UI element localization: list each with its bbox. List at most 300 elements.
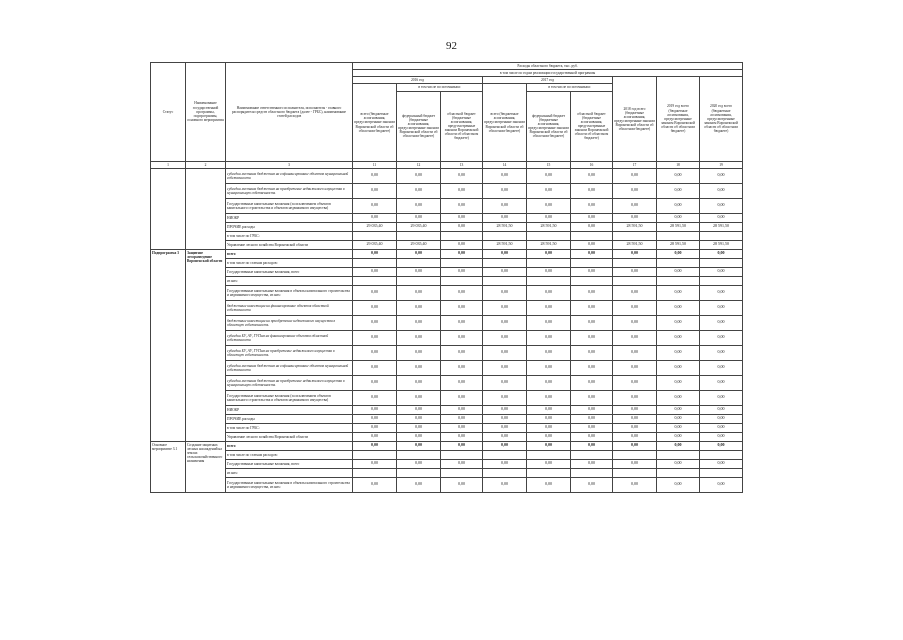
value-cell: 0,00 — [700, 300, 743, 315]
table-row — [151, 450, 743, 459]
value-cell: 0,00 — [353, 414, 397, 423]
table-row — [151, 432, 743, 441]
value-cell: 0,00 — [483, 300, 527, 315]
value-cell: 0,00 — [571, 249, 613, 258]
value-cell: 0,00 — [483, 213, 527, 222]
table-row — [151, 258, 743, 267]
value-cell: 0,00 — [397, 405, 441, 414]
row-label: в том числе по статьям расходов: — [226, 450, 353, 459]
value-cell: 0,00 — [527, 315, 571, 330]
value-cell: 0,00 — [571, 330, 613, 345]
value-cell — [571, 258, 613, 267]
value-cell: 0,00 — [613, 414, 657, 423]
column-number: 17 — [613, 161, 657, 168]
value-cell: 0,00 — [353, 168, 397, 183]
value-cell: 0,00 — [353, 330, 397, 345]
value-cell: 0,00 — [397, 183, 441, 198]
column-number-row — [151, 161, 743, 168]
row-label: бюджетные инвестиции на финансирование объектов областной собственности — [226, 300, 353, 315]
value-cell — [441, 276, 483, 285]
value-cell: 0,00 — [441, 330, 483, 345]
value-cell: 0,00 — [571, 315, 613, 330]
value-cell: 0,00 — [397, 315, 441, 330]
value-cell: 28 591,50 — [613, 240, 657, 249]
name-cell: Создание защитных лесных насаждений на землях сельскохозяйственного назначения — [186, 441, 226, 492]
header-2017-federal: федеральный бюджет (бюджетные ассигнования, предусмотренные законом Воронежской области об областном бюджете) — [527, 91, 571, 161]
value-cell: 0,00 — [527, 477, 571, 492]
value-cell: 0,00 — [397, 300, 441, 315]
value-cell: 0,00 — [397, 249, 441, 258]
table-row — [151, 300, 743, 315]
row-label: Государственные капитальные вложения, всего — [226, 267, 353, 276]
row-label: субсидии местным бюджетам на приобретение недвижимого имущества в муниципальную собственность — [226, 183, 353, 198]
table-row — [151, 276, 743, 285]
value-cell: 0,00 — [397, 432, 441, 441]
value-cell: 29 035,40 — [353, 240, 397, 249]
value-cell: 0,00 — [353, 285, 397, 300]
row-label: субсидии БУ, АУ, ГУПам на приобретение недвижимого имущества в областную собственность — [226, 345, 353, 360]
table-row — [151, 468, 743, 477]
value-cell: 0,00 — [657, 249, 700, 258]
column-number: 3 — [226, 161, 353, 168]
value-cell: 0,00 — [397, 168, 441, 183]
value-cell: 0,00 — [441, 405, 483, 414]
row-label: всего — [226, 249, 353, 258]
value-cell: 0,00 — [657, 432, 700, 441]
value-cell — [397, 258, 441, 267]
value-cell: 0,00 — [441, 423, 483, 432]
value-cell: 29 035,40 — [397, 222, 441, 231]
column-number: 11 — [353, 161, 397, 168]
value-cell: 0,00 — [613, 213, 657, 222]
value-cell — [613, 450, 657, 459]
value-cell — [700, 450, 743, 459]
value-cell: 0,00 — [700, 345, 743, 360]
value-cell: 0,00 — [613, 423, 657, 432]
value-cell: 0,00 — [397, 267, 441, 276]
value-cell: 28 591,50 — [527, 240, 571, 249]
value-cell — [397, 450, 441, 459]
value-cell: 0,00 — [613, 249, 657, 258]
column-number: 2 — [186, 161, 226, 168]
table-row — [151, 213, 743, 222]
value-cell: 0,00 — [700, 375, 743, 390]
value-cell: 0,00 — [441, 315, 483, 330]
table-row — [151, 315, 743, 330]
value-cell — [613, 276, 657, 285]
value-cell — [571, 231, 613, 240]
value-cell: 0,00 — [353, 423, 397, 432]
status-cell: Основное мероприятие 3.1 — [151, 441, 186, 492]
value-cell: 0,00 — [527, 360, 571, 375]
value-cell — [700, 231, 743, 240]
value-cell: 0,00 — [657, 360, 700, 375]
value-cell: 0,00 — [700, 414, 743, 423]
value-cell: 0,00 — [571, 390, 613, 405]
value-cell — [657, 258, 700, 267]
value-cell: 0,00 — [700, 477, 743, 492]
value-cell: 0,00 — [353, 360, 397, 375]
value-cell: 0,00 — [527, 267, 571, 276]
value-cell: 0,00 — [700, 360, 743, 375]
value-cell: 29 035,40 — [353, 222, 397, 231]
value-cell — [527, 468, 571, 477]
value-cell: 0,00 — [700, 315, 743, 330]
row-label: Государственные капитальные вложения в объекты капитального строительства и недвижимого имущества, из них: — [226, 477, 353, 492]
value-cell: 0,00 — [700, 432, 743, 441]
value-cell — [657, 231, 700, 240]
value-cell — [353, 258, 397, 267]
column-number: 12 — [397, 161, 441, 168]
value-cell: 0,00 — [441, 441, 483, 450]
value-cell: 0,00 — [483, 477, 527, 492]
header-2019: 2019 год всего (бюджетные ассигнования, предусмотренные законом Воронежской области об областном бюджете) — [657, 77, 700, 161]
value-cell: 0,00 — [397, 441, 441, 450]
table-row — [151, 414, 743, 423]
value-cell: 0,00 — [483, 414, 527, 423]
value-cell: 0,00 — [483, 441, 527, 450]
value-cell: 0,00 — [441, 213, 483, 222]
row-label: субсидии БУ, АУ, ГУПам на финансирование объектов областной собственности — [226, 330, 353, 345]
table-row — [151, 240, 743, 249]
header-name: Наименование государственной программы, подпрограммы, основного мероприятия — [186, 63, 226, 162]
value-cell: 0,00 — [483, 315, 527, 330]
value-cell: 0,00 — [571, 183, 613, 198]
table-body — [151, 168, 743, 492]
row-label: из них: — [226, 276, 353, 285]
value-cell — [657, 450, 700, 459]
value-cell — [571, 468, 613, 477]
value-cell: 0,00 — [571, 300, 613, 315]
header-by-years: в том числе по годам реализации государственной программы — [353, 70, 743, 77]
status-cell-empty — [151, 168, 186, 249]
table-row — [151, 330, 743, 345]
value-cell — [527, 450, 571, 459]
value-cell: 0,00 — [353, 405, 397, 414]
row-label: Государственные капитальные вложения (за исключением объектов капитального строительства и объектов недвижимого имущества) — [226, 390, 353, 405]
header-2016-incl: в том числе по источникам: — [397, 84, 483, 91]
value-cell: 0,00 — [353, 198, 397, 213]
value-cell: 0,00 — [483, 459, 527, 468]
value-cell: 0,00 — [613, 315, 657, 330]
value-cell — [483, 468, 527, 477]
value-cell: 0,00 — [483, 390, 527, 405]
value-cell — [700, 258, 743, 267]
table-row — [151, 222, 743, 231]
value-cell: 0,00 — [527, 198, 571, 213]
value-cell: 0,00 — [700, 198, 743, 213]
value-cell: 0,00 — [527, 168, 571, 183]
value-cell: 0,00 — [353, 300, 397, 315]
value-cell: 0,00 — [657, 300, 700, 315]
header-source: Наименование ответственного исполнителя, исполнителя - главного распорядителя средств областного бюджета (далее - ГРБС), наименование статей расходов — [226, 63, 353, 162]
value-cell: 0,00 — [483, 423, 527, 432]
name-cell-empty — [186, 168, 226, 249]
value-cell: 0,00 — [397, 477, 441, 492]
column-number: 16 — [571, 161, 613, 168]
value-cell: 0,00 — [613, 360, 657, 375]
value-cell: 0,00 — [657, 330, 700, 345]
value-cell: 0,00 — [441, 432, 483, 441]
value-cell: 0,00 — [700, 168, 743, 183]
value-cell: 0,00 — [700, 330, 743, 345]
value-cell: 0,00 — [657, 213, 700, 222]
value-cell — [613, 231, 657, 240]
value-cell: 0,00 — [353, 345, 397, 360]
value-cell: 0,00 — [483, 285, 527, 300]
value-cell: 0,00 — [441, 390, 483, 405]
value-cell: 0,00 — [527, 375, 571, 390]
header-2020: 2020 год всего (бюджетные ассигнования, предусмотренные законом Воронежской области об областном бюджете) — [700, 77, 743, 161]
row-label: в том числе по статьям расходов: — [226, 258, 353, 267]
value-cell: 0,00 — [700, 267, 743, 276]
header-2017-total: всего (бюджетные ассигнования, предусмотренные законом Воронежской области об областном бюджете) — [483, 84, 527, 161]
column-number: 13 — [441, 161, 483, 168]
table-row — [151, 477, 743, 492]
header-year-2016: 2016 год — [353, 77, 483, 84]
value-cell: 0,00 — [527, 345, 571, 360]
value-cell: 0,00 — [441, 360, 483, 375]
value-cell: 0,00 — [441, 285, 483, 300]
value-cell: 0,00 — [441, 267, 483, 276]
row-label: Государственные капитальные вложения в объекты капитального строительства и недвижимого имущества, из них: — [226, 285, 353, 300]
value-cell: 0,00 — [353, 432, 397, 441]
value-cell: 0,00 — [483, 360, 527, 375]
row-label: бюджетные инвестиции на приобретение недвижимого имущества в областную собственность — [226, 315, 353, 330]
value-cell — [657, 276, 700, 285]
value-cell: 0,00 — [483, 267, 527, 276]
value-cell — [700, 468, 743, 477]
value-cell: 0,00 — [571, 477, 613, 492]
value-cell: 0,00 — [700, 459, 743, 468]
value-cell: 0,00 — [397, 213, 441, 222]
value-cell: 0,00 — [613, 345, 657, 360]
value-cell: 0,00 — [700, 405, 743, 414]
value-cell: 0,00 — [353, 441, 397, 450]
value-cell — [397, 276, 441, 285]
name-cell: Защитное лесоразведение Воронежской области — [186, 249, 226, 441]
row-label: субсидии местным бюджетам на приобретение недвижимого имущества в муниципальную собственность — [226, 375, 353, 390]
header-status: Статус — [151, 63, 186, 162]
value-cell: 0,00 — [353, 249, 397, 258]
value-cell: 28 591,50 — [700, 222, 743, 231]
column-number: 1 — [151, 161, 186, 168]
value-cell — [397, 468, 441, 477]
value-cell: 0,00 — [527, 390, 571, 405]
value-cell — [441, 258, 483, 267]
value-cell: 28 591,50 — [527, 222, 571, 231]
value-cell: 0,00 — [397, 360, 441, 375]
value-cell: 0,00 — [613, 405, 657, 414]
value-cell: 0,00 — [441, 222, 483, 231]
value-cell: 0,00 — [441, 300, 483, 315]
value-cell: 0,00 — [353, 315, 397, 330]
value-cell: 0,00 — [397, 345, 441, 360]
value-cell: 0,00 — [441, 198, 483, 213]
value-cell — [353, 231, 397, 240]
value-cell: 0,00 — [657, 390, 700, 405]
value-cell — [657, 468, 700, 477]
row-label: всего — [226, 441, 353, 450]
value-cell: 0,00 — [700, 183, 743, 198]
value-cell: 0,00 — [527, 300, 571, 315]
budget-table — [150, 62, 743, 493]
value-cell: 0,00 — [613, 459, 657, 468]
value-cell: 0,00 — [657, 423, 700, 432]
value-cell: 0,00 — [613, 168, 657, 183]
value-cell: 0,00 — [700, 390, 743, 405]
value-cell: 0,00 — [441, 459, 483, 468]
row-label: Управление лесного хозяйства Воронежской области — [226, 432, 353, 441]
table-row — [151, 390, 743, 405]
value-cell — [571, 276, 613, 285]
header-2016-total: всего (бюджетные ассигнования, предусмотренные законом Воронежской области об областном бюджете) — [353, 84, 397, 161]
value-cell — [571, 450, 613, 459]
value-cell: 0,00 — [441, 345, 483, 360]
value-cell: 0,00 — [397, 423, 441, 432]
value-cell: 0,00 — [613, 390, 657, 405]
value-cell: 0,00 — [527, 249, 571, 258]
value-cell: 0,00 — [527, 459, 571, 468]
value-cell: 0,00 — [613, 198, 657, 213]
row-label: НИОКР — [226, 213, 353, 222]
row-label: ПРОЧИЕ расходы — [226, 414, 353, 423]
value-cell — [441, 468, 483, 477]
row-label: Государственные капитальные вложения, всего — [226, 459, 353, 468]
value-cell: 28 591,50 — [657, 222, 700, 231]
value-cell: 0,00 — [700, 423, 743, 432]
value-cell: 0,00 — [397, 414, 441, 423]
page-number: 92 — [446, 40, 457, 52]
value-cell: 0,00 — [571, 423, 613, 432]
value-cell: 0,00 — [527, 183, 571, 198]
row-label: НИОКР — [226, 405, 353, 414]
value-cell: 0,00 — [657, 405, 700, 414]
value-cell: 0,00 — [353, 459, 397, 468]
row-label: ПРОЧИЕ расходы — [226, 222, 353, 231]
value-cell: 0,00 — [483, 249, 527, 258]
value-cell: 0,00 — [571, 240, 613, 249]
value-cell: 0,00 — [441, 375, 483, 390]
value-cell: 0,00 — [483, 345, 527, 360]
value-cell: 0,00 — [571, 213, 613, 222]
value-cell: 0,00 — [527, 405, 571, 414]
header-2017-incl: в том числе по источникам: — [527, 84, 613, 91]
value-cell — [613, 258, 657, 267]
value-cell: 0,00 — [353, 477, 397, 492]
value-cell: 0,00 — [353, 375, 397, 390]
value-cell — [353, 468, 397, 477]
value-cell: 0,00 — [613, 183, 657, 198]
column-number: 18 — [657, 161, 700, 168]
value-cell: 0,00 — [441, 240, 483, 249]
table-header — [151, 63, 743, 169]
value-cell: 0,00 — [571, 198, 613, 213]
value-cell: 0,00 — [397, 285, 441, 300]
value-cell — [483, 258, 527, 267]
value-cell: 0,00 — [527, 432, 571, 441]
value-cell: 0,00 — [527, 330, 571, 345]
row-label: из них: — [226, 468, 353, 477]
value-cell: 0,00 — [613, 477, 657, 492]
value-cell: 0,00 — [657, 375, 700, 390]
value-cell: 0,00 — [657, 345, 700, 360]
value-cell: 29 035,40 — [397, 240, 441, 249]
value-cell: 0,00 — [700, 249, 743, 258]
value-cell: 0,00 — [571, 405, 613, 414]
value-cell — [700, 276, 743, 285]
value-cell — [353, 450, 397, 459]
value-cell: 0,00 — [483, 432, 527, 441]
value-cell: 0,00 — [353, 390, 397, 405]
row-label: Управление лесного хозяйства Воронежской области — [226, 240, 353, 249]
value-cell — [483, 450, 527, 459]
value-cell: 0,00 — [657, 477, 700, 492]
value-cell — [527, 258, 571, 267]
value-cell: 0,00 — [657, 198, 700, 213]
value-cell: 28 591,50 — [483, 240, 527, 249]
value-cell: 0,00 — [397, 459, 441, 468]
value-cell: 0,00 — [613, 300, 657, 315]
value-cell — [613, 468, 657, 477]
value-cell: 0,00 — [613, 285, 657, 300]
value-cell: 0,00 — [571, 414, 613, 423]
row-label: Государственные капитальные вложения (за исключением объектов капитального строительства и объектов недвижимого имущества) — [226, 198, 353, 213]
value-cell: 0,00 — [700, 213, 743, 222]
value-cell: 0,00 — [657, 183, 700, 198]
value-cell: 0,00 — [353, 267, 397, 276]
header-2016-regional: областной бюджет (бюджетные ассигнования, предусмотренные законом Воронежской области об областном бюджете) — [441, 91, 483, 161]
value-cell: 0,00 — [527, 285, 571, 300]
row-label: субсидии местным бюджетам на софинансирование объектов муниципальной собственности — [226, 360, 353, 375]
header-2017-regional: областной бюджет (бюджетные ассигнования, предусмотренные законом Воронежской области об областном бюджете) — [571, 91, 613, 161]
value-cell: 0,00 — [657, 441, 700, 450]
value-cell: 0,00 — [657, 168, 700, 183]
row-label: в том числе по ГРБС: — [226, 423, 353, 432]
table-row — [151, 459, 743, 468]
value-cell: 0,00 — [441, 168, 483, 183]
table-row — [151, 183, 743, 198]
table-row — [151, 249, 743, 258]
value-cell: 0,00 — [571, 168, 613, 183]
value-cell: 0,00 — [657, 315, 700, 330]
value-cell: 0,00 — [613, 330, 657, 345]
value-cell: 0,00 — [657, 459, 700, 468]
value-cell: 0,00 — [571, 345, 613, 360]
table-row — [151, 198, 743, 213]
value-cell: 0,00 — [483, 375, 527, 390]
value-cell: 0,00 — [397, 330, 441, 345]
value-cell: 0,00 — [353, 213, 397, 222]
value-cell: 0,00 — [613, 267, 657, 276]
header-year-2017: 2017 год — [483, 77, 613, 84]
table-row — [151, 405, 743, 414]
value-cell: 0,00 — [483, 330, 527, 345]
table-row — [151, 375, 743, 390]
value-cell: 0,00 — [397, 198, 441, 213]
value-cell: 0,00 — [571, 360, 613, 375]
column-number: 15 — [527, 161, 571, 168]
column-number: 19 — [700, 161, 743, 168]
value-cell: 0,00 — [483, 198, 527, 213]
table-row — [151, 168, 743, 183]
value-cell — [483, 231, 527, 240]
value-cell: 0,00 — [527, 441, 571, 450]
table-row — [151, 231, 743, 240]
row-label: в том числе по ГРБС: — [226, 231, 353, 240]
value-cell — [441, 231, 483, 240]
value-cell — [397, 231, 441, 240]
